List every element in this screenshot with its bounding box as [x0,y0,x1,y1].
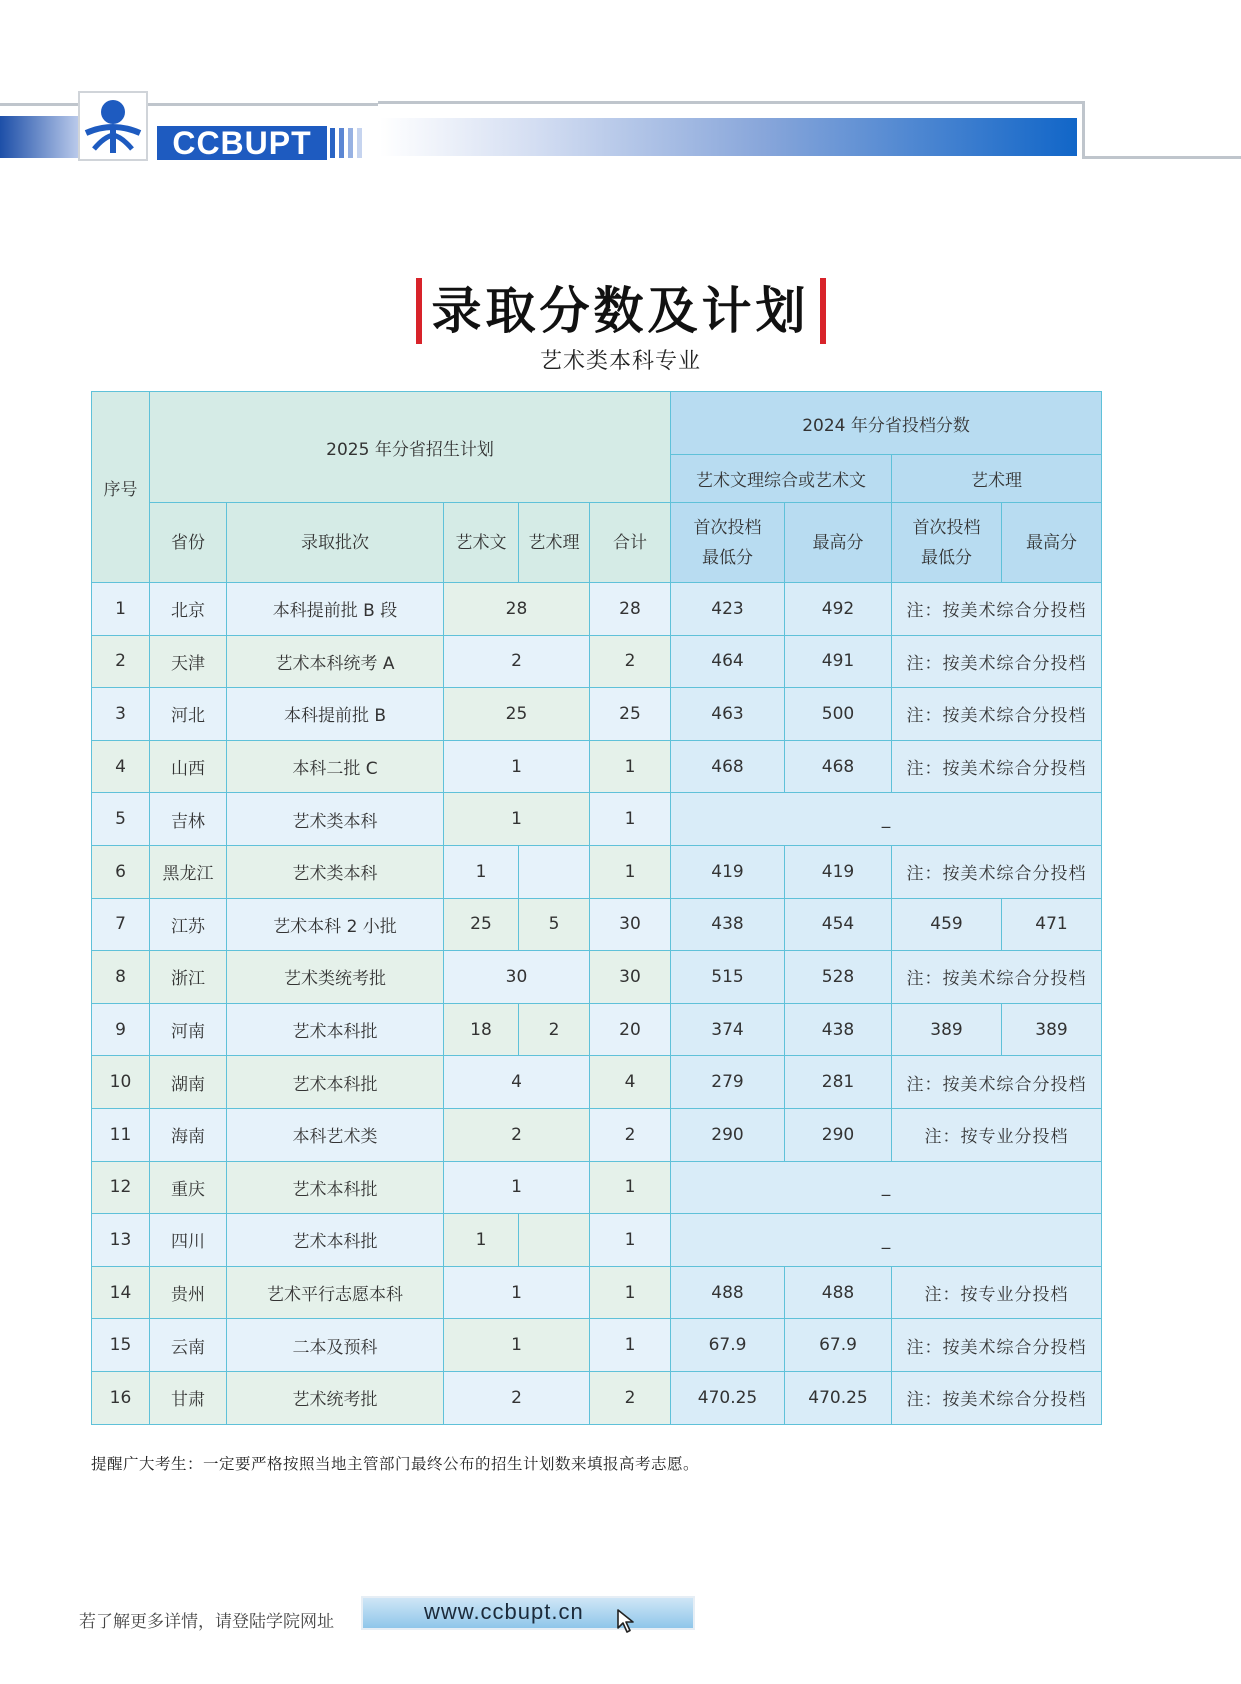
row-plan-count: 1 [444,1319,590,1372]
row-min-wen: 438 [671,898,785,951]
page-title: 录取分数及计划 [416,278,826,344]
row-batch: 艺术类本科 [227,793,444,846]
logo [78,91,148,161]
row-max-wen: 281 [785,1056,892,1109]
row-batch: 艺术平行志愿本科 [227,1266,444,1319]
plan-group-header: 2025 年分省招生计划 [150,392,671,503]
row-total: 30 [590,951,671,1004]
brand-stripes [330,128,362,158]
brand-wordmark: CCBUPT [157,126,327,160]
table-row [92,1214,1102,1267]
row-province: 湖南 [150,1056,227,1109]
score-group-header: 2024 年分省投档分数 [671,392,1102,455]
row-note: 注：按美术综合分投档 [892,635,1102,688]
row-plan-count: 2 [444,1371,590,1424]
row-max-li: 471 [1002,898,1102,951]
row-index: 3 [92,688,150,741]
row-min-wen: 419 [671,845,785,898]
header-rule-tail [1082,156,1241,159]
row-plan-count: 28 [444,583,590,636]
row-max-wen: 491 [785,635,892,688]
row-total: 1 [590,793,671,846]
row-total: 20 [590,1003,671,1056]
row-plan-count: 1 [444,793,590,846]
row-plan-count: 4 [444,1056,590,1109]
row-note: 注：按美术综合分投档 [892,845,1102,898]
table-row [92,1319,1102,1372]
row-total: 30 [590,898,671,951]
row-min-li: 389 [892,1003,1002,1056]
row-province: 天津 [150,635,227,688]
row-art-li: 2 [519,1003,590,1056]
row-batch: 本科二批 C [227,740,444,793]
row-province: 河南 [150,1003,227,1056]
table-row [92,1161,1102,1214]
row-art-wen: 1 [444,845,519,898]
row-note: 注：按美术综合分投档 [892,1319,1102,1372]
row-max-li: 389 [1002,1003,1102,1056]
row-batch: 艺术本科批 [227,1003,444,1056]
row-note: 注：按美术综合分投档 [892,688,1102,741]
row-score-empty: _ [671,1161,1102,1214]
row-index: 6 [92,845,150,898]
row-art-li: 5 [519,898,590,951]
header-rule-corner [1082,101,1085,159]
table-row [92,898,1102,951]
col-min-li-header: 首次投档最低分 [892,503,1002,583]
row-batch: 本科提前批 B [227,688,444,741]
row-index: 5 [92,793,150,846]
row-index: 14 [92,1266,150,1319]
row-art-li [519,1214,590,1267]
row-note: 注：按美术综合分投档 [892,1371,1102,1424]
row-min-wen: 290 [671,1108,785,1161]
row-batch: 艺术统考批 [227,1371,444,1424]
col-total-header: 合计 [590,503,671,583]
table-row [92,583,1102,636]
row-batch: 艺术本科批 [227,1161,444,1214]
row-min-wen: 67.9 [671,1319,785,1372]
row-index: 11 [92,1108,150,1161]
row-batch: 艺术本科统考 A [227,635,444,688]
row-art-wen: 25 [444,898,519,951]
row-batch: 艺术本科 2 小批 [227,898,444,951]
row-index: 8 [92,951,150,1004]
row-art-wen: 1 [444,1214,519,1267]
row-min-wen: 463 [671,688,785,741]
page-title-wrap [0,278,1241,344]
row-province: 海南 [150,1108,227,1161]
row-batch: 艺术类统考批 [227,951,444,1004]
subgroup-wen-header: 艺术文理综合或艺术文 [671,455,892,503]
col-province-header: 省份 [150,503,227,583]
row-province: 四川 [150,1214,227,1267]
row-plan-count: 25 [444,688,590,741]
row-province: 甘肃 [150,1371,227,1424]
table-row [92,688,1102,741]
col-art-li-header: 艺术理 [519,503,590,583]
row-note: 注：按美术综合分投档 [892,583,1102,636]
row-max-wen: 500 [785,688,892,741]
row-art-wen: 18 [444,1003,519,1056]
row-score-empty: _ [671,1214,1102,1267]
row-index: 15 [92,1319,150,1372]
row-index: 12 [92,1161,150,1214]
row-plan-count: 1 [444,740,590,793]
row-note: 注：按美术综合分投档 [892,951,1102,1004]
table-row [92,1056,1102,1109]
row-total: 2 [590,635,671,688]
row-total: 2 [590,1108,671,1161]
row-province: 浙江 [150,951,227,1004]
table-row [92,951,1102,1004]
row-note: 注：按美术综合分投档 [892,1056,1102,1109]
row-max-wen: 454 [785,898,892,951]
row-total: 1 [590,1319,671,1372]
row-province: 云南 [150,1319,227,1372]
row-plan-count: 2 [444,1108,590,1161]
row-province: 江苏 [150,898,227,951]
row-min-wen: 468 [671,740,785,793]
row-note: 注：按美术综合分投档 [892,740,1102,793]
row-plan-count: 1 [444,1161,590,1214]
row-min-wen: 464 [671,635,785,688]
col-min-wen-header: 首次投档最低分 [671,503,785,583]
row-note: 注：按专业分投档 [892,1108,1102,1161]
row-total: 1 [590,1266,671,1319]
subgroup-li-header: 艺术理 [892,455,1102,503]
row-total: 1 [590,740,671,793]
row-plan-count: 2 [444,635,590,688]
table-row [92,793,1102,846]
row-province: 山西 [150,740,227,793]
row-index: 2 [92,635,150,688]
row-min-wen: 423 [671,583,785,636]
row-index: 7 [92,898,150,951]
table-row [92,740,1102,793]
col-index-header: 序号 [92,392,150,583]
row-batch: 本科艺术类 [227,1108,444,1161]
table-row [92,635,1102,688]
row-batch: 二本及预科 [227,1319,444,1372]
footer-text: 若了解更多详情，请登陆学院网址 [79,1612,334,1632]
table-row [92,1266,1102,1319]
row-score-empty: _ [671,793,1102,846]
row-index: 9 [92,1003,150,1056]
row-min-wen: 279 [671,1056,785,1109]
col-art-wen-header: 艺术文 [444,503,519,583]
row-province: 重庆 [150,1161,227,1214]
row-index: 1 [92,583,150,636]
col-max-wen-header: 最高分 [785,503,892,583]
row-total: 4 [590,1056,671,1109]
row-index: 4 [92,740,150,793]
row-index: 13 [92,1214,150,1267]
row-note: 注：按专业分投档 [892,1266,1102,1319]
row-art-li [519,845,590,898]
row-index: 10 [92,1056,150,1109]
row-max-wen: 419 [785,845,892,898]
table-row [92,1371,1102,1424]
row-max-wen: 67.9 [785,1319,892,1372]
header-gradient-band [380,118,1077,156]
reminder-note: 提醒广大考生：一定要严格按照当地主管部门最终公布的招生计划数来填报高考志愿。 [91,1455,700,1473]
person-logo-icon [80,93,146,159]
header-left-band [0,116,78,158]
row-province: 吉林 [150,793,227,846]
page-subtitle: 艺术类本科专业 [539,349,701,374]
header-rule-left [0,103,378,106]
row-province: 贵州 [150,1266,227,1319]
row-total: 25 [590,688,671,741]
row-province: 北京 [150,583,227,636]
row-plan-count: 1 [444,1266,590,1319]
row-plan-count: 30 [444,951,590,1004]
row-batch: 艺术本科批 [227,1214,444,1267]
row-max-wen: 528 [785,951,892,1004]
row-total: 28 [590,583,671,636]
row-total: 2 [590,1371,671,1424]
col-max-li-header: 最高分 [1002,503,1102,583]
row-min-wen: 374 [671,1003,785,1056]
table-row [92,845,1102,898]
row-total: 1 [590,1214,671,1267]
row-total: 1 [590,1161,671,1214]
row-max-wen: 290 [785,1108,892,1161]
row-province: 河北 [150,688,227,741]
mouse-cursor-icon [616,1608,638,1634]
row-batch: 艺术本科批 [227,1056,444,1109]
row-min-wen: 488 [671,1266,785,1319]
row-min-li: 459 [892,898,1002,951]
row-max-wen: 488 [785,1266,892,1319]
row-batch: 艺术类本科 [227,845,444,898]
website-link[interactable]: www.ccbupt.cn [424,1599,584,1624]
row-max-wen: 492 [785,583,892,636]
row-min-wen: 470.25 [671,1371,785,1424]
table-row [92,1108,1102,1161]
col-batch-header: 录取批次 [227,503,444,583]
header-rule-right [378,101,1085,104]
row-max-wen: 468 [785,740,892,793]
admission-table [91,391,1102,1425]
row-max-wen: 438 [785,1003,892,1056]
row-total: 1 [590,845,671,898]
row-min-wen: 515 [671,951,785,1004]
row-index: 16 [92,1371,150,1424]
row-max-wen: 470.25 [785,1371,892,1424]
row-batch: 本科提前批 B 段 [227,583,444,636]
row-province: 黑龙江 [150,845,227,898]
table-row [92,1003,1102,1056]
